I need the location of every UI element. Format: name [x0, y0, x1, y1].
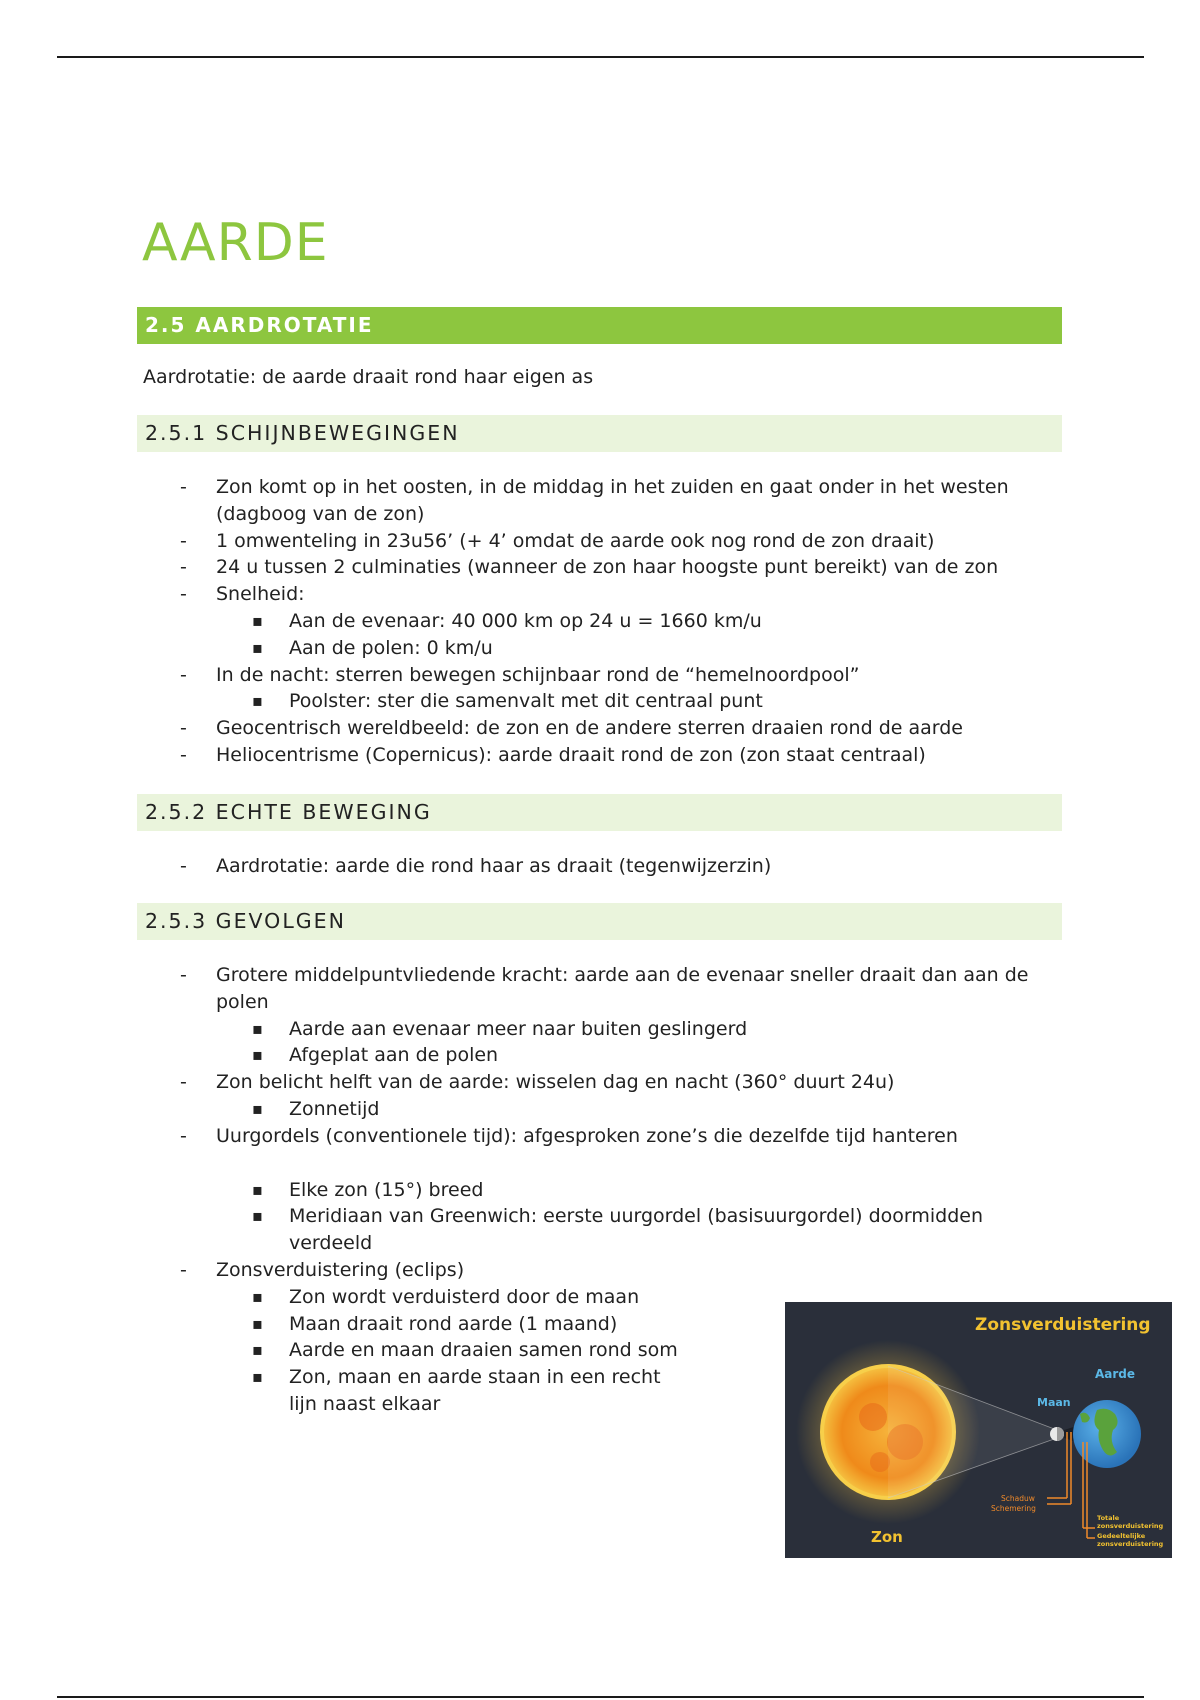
total-eclipse-label-2: zonsverduistering	[1097, 1522, 1164, 1530]
list-item: - Geocentrisch wereldbeeld: de zon en de andere sterren draaien rond de aarde	[143, 715, 1063, 742]
sub-list-item: ▪ Afgeplat aan de polen	[216, 1042, 1063, 1069]
subsection-heading-gevolgen: 2.5.3 GEVOLGEN	[137, 903, 1062, 940]
sub-list-item: ▪ Aarde en maan draaien samen rond som	[216, 1337, 1063, 1364]
list-item: - In de nacht: sterren bewegen schijnbaar rond de “hemelnoordpool” ▪ Poolster: ster die samenvalt met dit centraal punt	[143, 662, 1063, 716]
sub-list-item: ▪ Zonnetijd	[216, 1096, 1063, 1123]
echte-beweging-list	[143, 853, 1063, 880]
sub-list-item: ▪ Maan draait rond aarde (1 maand)	[216, 1311, 1063, 1338]
eclipse-diagram	[785, 1302, 1172, 1558]
section-heading: 2.5 AARDROTATIE	[137, 307, 1062, 344]
subsection-heading-echte-beweging: 2.5.2 ECHTE BEWEGING	[137, 794, 1062, 831]
schijnbewegingen-list	[143, 474, 1063, 769]
earth-label: Aarde	[1095, 1367, 1136, 1381]
sub-list-item: ▪ Elke zon (15°) breed	[216, 1177, 1063, 1204]
sun-label: Zon	[871, 1528, 903, 1546]
sub-list-item: ▪ Aarde aan evenaar meer naar buiten geslingerd	[216, 1016, 1063, 1043]
page-title: AARDE	[142, 213, 329, 273]
list-item: - Aardrotatie: aarde die rond haar as draait (tegenwijzerzin)	[143, 853, 1063, 880]
sub-list-item: ▪ Zon wordt verduisterd door de maan	[216, 1284, 1063, 1311]
list-item: - Zon komt op in het oosten, in de middag in het zuiden en gaat onder in het westen (dagboog van de zon)	[143, 474, 1063, 528]
list-item: - 24 u tussen 2 culminaties (wanneer de zon haar hoogste punt bereikt) van de zon	[143, 554, 1063, 581]
subsection-heading-schijnbewegingen: 2.5.1 SCHIJNBEWEGINGEN	[137, 415, 1062, 452]
list-item: - Snelheid: ▪ Aan de evenaar: 40 000 km op 24 u = 1660 km/u ▪ Aan de polen: 0 km/u	[143, 581, 1063, 661]
sub-list-item: ▪ Aan de polen: 0 km/u	[216, 635, 1063, 662]
shadow-label: Schaduw	[1001, 1494, 1035, 1503]
partial-eclipse-label-2: zonsverduistering	[1097, 1540, 1164, 1548]
list-item: - Grotere middelpuntvliedende kracht: aarde aan de evenaar sneller draait dan aan de polen ▪ Aarde aan evenaar meer naar buiten geslingerd ▪ Afgeplat aan de polen	[143, 962, 1063, 1069]
list-item: - 1 omwenteling in 23u56’ (+ 4’ omdat de aarde ook nog rond de zon draait)	[143, 528, 1063, 555]
section-intro: Aardrotatie: de aarde draait rond haar eigen as	[143, 366, 594, 388]
twilight-label: Schemering	[991, 1504, 1036, 1513]
sub-list-item: ▪ Poolster: ster die samenvalt met dit centraal punt	[216, 688, 1063, 715]
list-item: - Uurgordels (conventionele tijd): afgesproken zone’s die dezelfde tijd hanteren ▪ Elke zon (15°) breed ▪ Meridiaan van Greenwich: eerste uurgordel (basisuurgordel) doormidden verdeeld	[143, 1123, 1063, 1257]
sub-list-item: ▪ Meridiaan van Greenwich: eerste uurgordel (basisuurgordel) doormidden verdeeld	[216, 1203, 1063, 1257]
sub-list-item: ▪ Aan de evenaar: 40 000 km op 24 u = 1660 km/u	[216, 608, 1063, 635]
list-item: - Heliocentrisme (Copernicus): aarde draait rond de zon (zon staat centraal)	[143, 742, 1063, 769]
sub-list-item: ▪ Zon, maan en aarde staan in een recht lijn naast elkaar	[216, 1364, 689, 1418]
moon-label: Maan	[1037, 1396, 1071, 1409]
eclipse-title: Zonsverduistering	[975, 1315, 1151, 1335]
total-eclipse-label: Totale	[1097, 1514, 1120, 1522]
top-rule	[57, 56, 1144, 58]
partial-eclipse-label: Gedeeltelijke	[1097, 1532, 1146, 1540]
list-item: - Zonsverduistering (eclips) ▪ Zon wordt verduisterd door de maan ▪ Maan draait rond aarde (1 maand) ▪ Aarde en maan draaien samen rond som ▪ Zon, maan en aarde staan in een recht lijn naast elkaar	[143, 1257, 1063, 1418]
bottom-rule	[57, 1696, 1144, 1698]
list-item: - Zon belicht helft van de aarde: wisselen dag en nacht (360° duurt 24u) ▪ Zonnetijd	[143, 1069, 1063, 1123]
